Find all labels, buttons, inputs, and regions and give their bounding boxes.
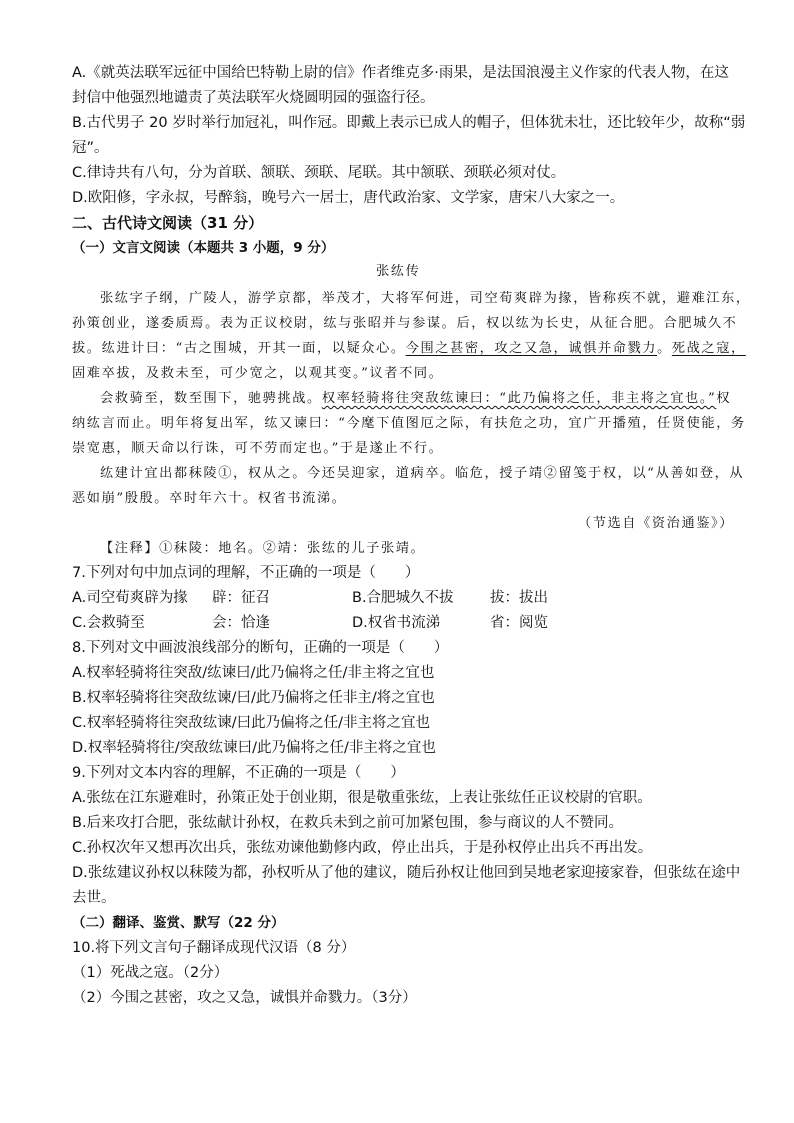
passage-title: 张纮传 xyxy=(376,264,421,279)
wavy-underline-text: 权率轻骑将往突敌纮谏曰：“此乃偏将之任，非主将之宜也。” xyxy=(321,391,717,406)
option-b-line1: B.古代男子 20 岁时举行加冠礼，叫作冠。即戴上表示已成人的帽子，但体犹未壮，还比较年少，故称“弱 xyxy=(72,115,746,131)
passage-p3-line2: 恶如崩”殷殷。卒时年六十。权省书流涕。 xyxy=(72,491,347,506)
passage-p2-line1-c: 权 xyxy=(716,391,732,406)
q10-sentence-1: （1）死战之寇。（2分） xyxy=(72,965,229,981)
passage-note: 【注释】①秣陵：地名。②靖：张纮的儿子张靖。 xyxy=(100,541,426,556)
q9-option-a: A.张纮在江东避难时，孙策正处于创业期，很是敬重张纮，上表让张纮任正议校尉的官职。 xyxy=(72,790,652,806)
passage-p1-line3-a: 拔。纮进计曰：“古之围城，开其一面，以疑众心。 xyxy=(72,341,406,356)
translation-underline-text: 今围之甚密，攻之又急，诚惧并命戮力 xyxy=(405,341,658,356)
q7-option-c: C.会救骑至 xyxy=(72,615,145,631)
option-a-line1: A.《就英法联军远征中国给巴特勒上尉的信》作者维克多·雨果，是法国浪漫主义作家的代表人物，在这 xyxy=(72,65,729,81)
passage-p2-line3: 崇宽惠，顺天命以行诛，可不劳而定也。”于是遂止不行。 xyxy=(72,441,444,456)
passage-p3-line1: 纮建计宜出都秣陵①，权从之。今还吴迎家，道病卒。临危，授子靖②留笺于权，以“从善如登，从 xyxy=(100,466,745,481)
q7-option-d: D.权省书流涕 xyxy=(352,615,441,631)
q8-option-c: C.权率轻骑将往突敌纮谏/曰此乃偏将之任/非主将之宜也 xyxy=(72,715,431,731)
option-c: C.律诗共有八句，分为首联、颔联、颈联、尾联。其中颔联、颈联必须对仗。 xyxy=(72,165,566,181)
q8-option-a: A.权率轻骑将往突敌/纮谏曰/此乃偏将之任/非主将之宜也 xyxy=(72,665,435,681)
translation-underline-text-2: 死战之寇， xyxy=(671,341,746,356)
q10-stem: 10.将下列文言句子翻译成现代汉语（8 分） xyxy=(72,940,356,956)
passage-source: （节选自《资治通鉴》） xyxy=(577,516,734,531)
q8-option-d: D.权率轻骑将往/突敌纮谏曰/此乃偏将之任/非主将之宜也 xyxy=(72,740,436,756)
q9-option-b: B.后来攻打合肥，张纮献计孙权，在救兵未到之前可加紧包围，参与商议的人不赞同。 xyxy=(72,815,624,831)
passage-p1-line2: 孙策创业，遂委质焉。表为正议校尉，纮与张昭并与参谋。后，权以纮为长史，从征合肥。合肥城久不 xyxy=(72,316,738,331)
passage-p1-line1: 张纮字子纲，广陵人，游学京都，举茂才，大将军何进，司空荀爽辟为掾，皆称疾不就，避难江东， xyxy=(100,291,751,306)
q9-option-c: C.孙权次年又想再次出兵，张纮劝谏他勤修内政，停止出兵，于是孙权停止出兵不再出发。 xyxy=(72,840,653,856)
option-d: D.欧阳修，字永叔，号醉翁，晚号六一居士，唐代政治家、文学家，唐宋八大家之一。 xyxy=(72,190,625,206)
subsection-1-title: （一）文言文阅读（本题共 3 小题，9 分） xyxy=(72,240,335,256)
passage-p1-line3-c: 。 xyxy=(657,341,672,356)
q9-option-d-line1: D.张纮建议孙权以秣陵为都，孙权听从了他的建议，随后孙权让他回到吴地老家迎接家眷，但张纮在途中 xyxy=(72,865,741,881)
q7-option-d-gloss: 省：阅览 xyxy=(490,615,548,631)
q10-sentence-2: （2）今围之甚密，攻之又急，诚惧并命戮力。（3分） xyxy=(72,990,417,1006)
q7-stem: 7.下列对句中加点词的理解，不正确的一项是（ ） xyxy=(72,565,420,581)
q7-option-b-gloss: 拔：拔出 xyxy=(490,590,548,606)
subsection-2-title: （二）翻译、鉴赏、默写（22 分） xyxy=(72,915,285,931)
q8-option-b: B.权率轻骑将往突敌纮谏/曰/此乃偏将之任非主/将之宜也 xyxy=(72,690,435,706)
q8-stem: 8.下列对文中画波浪线部分的断句，正确的一项是（ ） xyxy=(72,640,449,656)
q7-option-a-gloss: 辟：征召 xyxy=(212,590,270,606)
q9-option-d-line2: 去世。 xyxy=(72,890,116,906)
passage-p2-line2: 纳纮言而止。明年将复出军，纮又谏曰：“今麾下值图厄之际，有扶危之功，宜广开播殖，任贤使能，务 xyxy=(72,416,746,431)
passage-p2-line1 xyxy=(100,389,731,409)
q7-option-a: A.司空荀爽辟为掾 xyxy=(72,590,188,606)
q7-option-b: B.合肥城久不拔 xyxy=(352,590,454,606)
passage-p1-line4: 固难卒拔，及救未至，可少宽之，以观其变。”议者不同。 xyxy=(72,366,444,381)
passage-p2-line1-a: 会救骑至，数至围下，驰骋挑战。 xyxy=(100,391,322,406)
q7-option-c-gloss: 会：恰逢 xyxy=(212,615,270,631)
q9-stem: 9.下列对文本内容的理解，不正确的一项是（ ） xyxy=(72,765,405,781)
passage-p1-line3 xyxy=(72,339,746,359)
option-b-line2: 冠”。 xyxy=(72,140,109,156)
section-title: 二、古代诗文阅读（31 分） xyxy=(72,214,264,232)
option-a-line2: 封信中他强烈地谴责了英法联军火烧圆明园的强盗行径。 xyxy=(72,90,435,106)
